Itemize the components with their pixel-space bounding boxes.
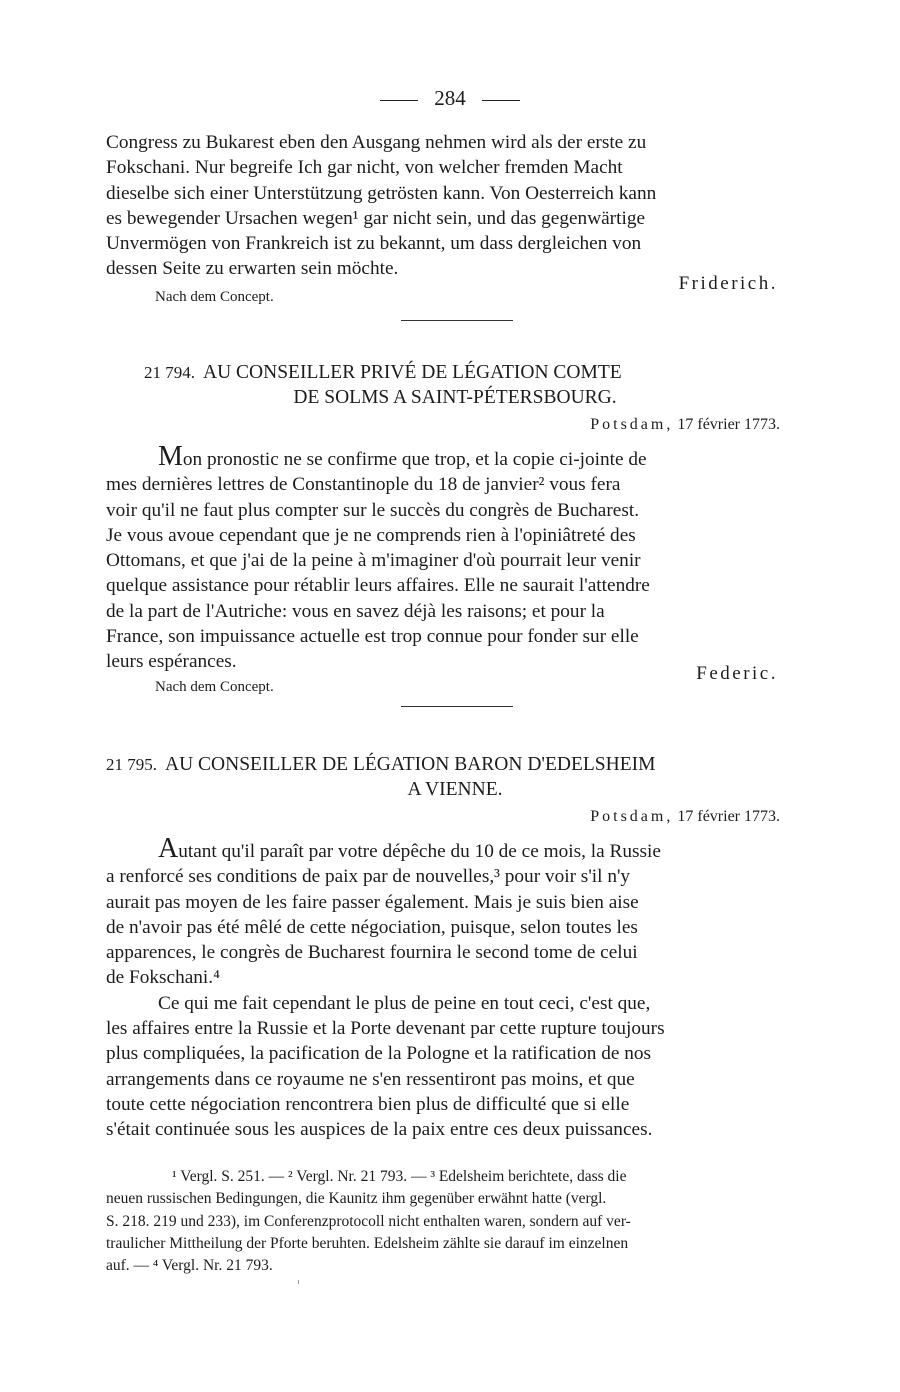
- heading-line-2: DE SOLMS A SAINT-PÉTERSBOURG.: [293, 387, 617, 408]
- section-divider: [401, 320, 513, 321]
- heading-line-2: A VIENNE.: [407, 779, 503, 800]
- dateline-21794: [590, 416, 780, 434]
- footnotes: [106, 1166, 804, 1277]
- page-number-dash-left: [380, 100, 418, 101]
- text-line: quelque assistance pour rétablir leurs affaires. Elle ne saurait l'attendre: [106, 575, 650, 597]
- signature-friderich: Friderich.: [678, 273, 778, 294]
- dateline-21795: [590, 808, 780, 826]
- text-line: Mon pronostic ne se confirme que trop, et la copie ci-jointe de: [158, 441, 647, 472]
- text-line: de Fokschani.⁴: [106, 967, 220, 989]
- text-line: dessen Seite zu erwarten sein möchte.: [106, 258, 399, 280]
- dateline-place: Potsdam,: [590, 416, 674, 433]
- text-line: es bewegender Ursachen wegen¹ gar nicht sein, und das gegenwärtige: [106, 207, 646, 229]
- text-line: Unvermögen von Frankreich ist zu bekannt, um dass dergleichen von: [106, 233, 642, 255]
- text-line: Je vous avoue cependant que je ne comprends rien à l'opiniâtreté des: [106, 524, 636, 546]
- text-line: leurs espérances.: [106, 651, 237, 673]
- drop-cap: A: [158, 833, 179, 864]
- text-line: plus compliquées, la pacification de la Pologne et la ratification de nos: [106, 1043, 652, 1065]
- text-line: arrangements dans ce royaume ne s'en ressentiront pas moins, et que: [106, 1068, 635, 1090]
- letter-body-21794: [106, 441, 804, 675]
- dateline-date: 17 février 1773.: [677, 808, 780, 825]
- text-line: voir qu'il ne faut plus compter sur le succès du congrès de Bucharest.: [106, 499, 640, 521]
- page-number-text: 284: [434, 86, 466, 110]
- text-line: de la part de l'Autriche: vous en savez déjà les raisons; et pour la: [106, 600, 605, 622]
- footnote-line: auf. — ⁴ Vergl. Nr. 21 793.: [106, 1257, 273, 1275]
- dateline-place: Potsdam,: [590, 808, 674, 825]
- text-line: Fokschani. Nur begreife Ich gar nicht, von welcher fremden Macht: [106, 157, 623, 179]
- letter-body-21795: [106, 833, 804, 1143]
- letter-heading-21794: [106, 360, 804, 410]
- continued-letter-text: [106, 130, 804, 282]
- footnote-line: traulicher Mittheilung der Pforte beruhten. Edelsheim zählte sie darauf im einzelnen: [106, 1234, 629, 1252]
- text-line: de n'avoir pas été mêlé de cette négociation, puisque, selon toutes les: [106, 916, 638, 938]
- text-line: Congress zu Bukarest eben den Ausgang nehmen wird als der erste zu: [106, 132, 647, 153]
- section-divider: [401, 706, 513, 707]
- text-line: Autant qu'il paraît par votre dépêche du 10 de ce mois, la Russie: [158, 833, 661, 864]
- page-number: [0, 86, 900, 111]
- page-number-dash-right: [482, 100, 520, 101]
- drop-cap: M: [158, 441, 183, 472]
- text-line: apparences, le congrès de Bucharest fournira le second tome de celui: [106, 942, 638, 964]
- print-mark: [298, 1280, 299, 1284]
- text-line: les affaires entre la Russie et la Porte devenant par cette rupture toujours: [106, 1018, 665, 1040]
- source-note: Nach dem Concept.: [155, 679, 274, 695]
- footnote-line: neuen russischen Bedingungen, die Kaunitz ihm gegenüber erwähnt hatte (vergl.: [106, 1190, 607, 1208]
- heading-line-1: AU CONSEILLER DE LÉGATION BARON D'EDELSHEIM: [165, 754, 656, 775]
- signature-federic: Federic.: [696, 663, 778, 684]
- text-line: France, son impuissance actuelle est trop connue pour fonder sur elle: [106, 626, 639, 648]
- letter-heading-21795: [106, 752, 804, 802]
- text-line: Ce qui me fait cependant le plus de peine en tout ceci, c'est que,: [158, 992, 651, 1014]
- text-line: a renforcé ses conditions de paix par de nouvelles,³ pour voir s'il n'y: [106, 866, 631, 888]
- letter-number: 21 795.: [106, 755, 157, 774]
- text-line: s'était continuée sous les auspices de la paix entre ces deux puissances.: [106, 1119, 653, 1141]
- text-line: dieselbe sich einer Unterstützung getrösten kann. Von Oesterreich kann: [106, 182, 657, 204]
- heading-line-1: AU CONSEILLER PRIVÉ DE LÉGATION COMTE: [203, 362, 622, 383]
- text-line: Ottomans, et que j'ai de la peine à m'imaginer d'où pourrait leur venir: [106, 550, 641, 572]
- dateline-date: 17 février 1773.: [677, 416, 780, 433]
- text-line: mes dernières lettres de Constantinople du 18 de janvier² vous fera: [106, 474, 621, 496]
- letter-number: 21 794.: [144, 363, 195, 382]
- footnote-line: ¹ Vergl. S. 251. — ² Vergl. Nr. 21 793. — ³ Edelsheim berichtete, dass die: [172, 1168, 627, 1185]
- text-line: toute cette négociation rencontrera bien plus de difficulté que si elle: [106, 1093, 630, 1115]
- source-note: Nach dem Concept.: [155, 289, 274, 305]
- text-line: aurait pas moyen de les faire passer également. Mais je suis bien aise: [106, 891, 639, 913]
- footnote-line: S. 218. 219 und 233), im Conferenzprotocoll nicht enthalten waren, sondern auf ver-: [106, 1212, 631, 1230]
